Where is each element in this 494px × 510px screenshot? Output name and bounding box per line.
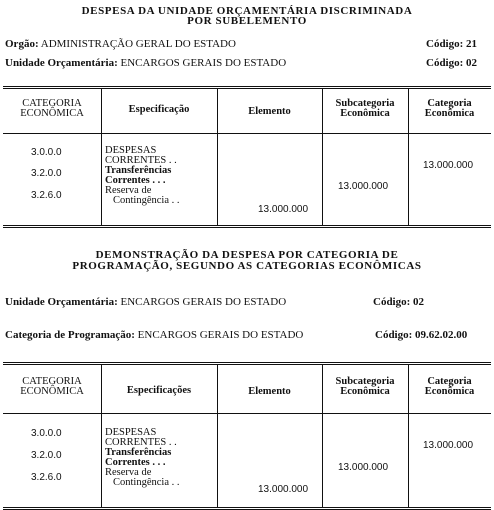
unidade-code: Código: 02 — [373, 296, 425, 308]
section1-orgao — [5, 38, 236, 50]
subcategoria-value: 13.000.000 — [338, 181, 389, 192]
code-row: 3.2.6.0 — [31, 472, 62, 483]
header-elemento: Elemento — [248, 386, 291, 397]
especificacao-list: DESPESAS CORRENTES . . Transferências Correntes . . . Reserva de Contingência . . — [105, 145, 180, 206]
unidade-value: ENCARGOS GERAIS DO ESTADO — [120, 296, 287, 308]
code-row: 3.0.0.0 — [31, 428, 62, 439]
section1-title-line2: POR SUBELEMENTO — [187, 15, 307, 27]
section1-table — [3, 86, 491, 228]
section1-unidade — [5, 57, 286, 69]
code-row: 3.2.6.0 — [31, 190, 62, 201]
section2-title-line2: PROGRAMAÇÃO, SEGUNDO AS CATEGORIAS ECONÔMICAS — [72, 260, 422, 272]
elemento-value: 13.000.000 — [258, 204, 309, 215]
programacao-code: Código: 09.62.02.00 — [375, 329, 468, 341]
code-row: 3.0.0.0 — [31, 147, 62, 158]
unidade-value: ENCARGOS GERAIS DO ESTADO — [120, 57, 287, 69]
header-categoria: Categoria Econômica — [424, 98, 475, 119]
elemento-value: 13.000.000 — [258, 484, 309, 495]
header-categoria-economica: CATEGORIA ECONÔMICA — [20, 376, 84, 397]
header-especificacoes: Especificações — [126, 385, 192, 396]
header-categoria: Categoria Econômica — [424, 376, 475, 397]
header-subcategoria: Subcategoria Econômica — [335, 98, 395, 119]
categoria-value: 13.000.000 — [423, 160, 474, 171]
header-especificacao: Especificação — [128, 104, 190, 115]
orgao-label: Orgão: — [5, 38, 39, 50]
categoria-value: 13.000.000 — [423, 440, 474, 451]
header-categoria-economica: CATEGORIA ECONÔMICA — [20, 98, 84, 119]
section1-title-line1: DESPESA DA UNIDADE ORÇAMENTÁRIA DISCRIMINADA — [81, 5, 413, 17]
header-subcategoria: Subcategoria Econômica — [335, 376, 395, 397]
unidade-code: Código: 02 — [426, 57, 478, 69]
section2-table — [3, 362, 491, 510]
code-row: 3.2.0.0 — [31, 450, 62, 461]
section2-programacao — [5, 329, 303, 341]
unidade-label: Unidade Orçamentária: — [5, 57, 118, 69]
orgao-code: Código: 21 — [426, 38, 478, 50]
especificacao-list: DESPESAS CORRENTES . . Transferências Correntes . . . Reserva de Contingência . . — [105, 427, 180, 488]
header-elemento: Elemento — [248, 106, 291, 117]
section2-title-line1: DEMONSTRAÇÃO DA DESPESA POR CATEGORIA DE — [95, 249, 399, 261]
programacao-label: Categoria de Programação: — [5, 329, 135, 341]
orgao-value: ADMINISTRAÇÃO GERAL DO ESTADO — [40, 38, 236, 50]
code-row: 3.2.0.0 — [31, 168, 62, 179]
subcategoria-value: 13.000.000 — [338, 462, 389, 473]
section2-unidade — [5, 296, 286, 308]
unidade-label: Unidade Orçamentária: — [5, 296, 118, 308]
programacao-value: ENCARGOS GERAIS DO ESTADO — [137, 329, 304, 341]
